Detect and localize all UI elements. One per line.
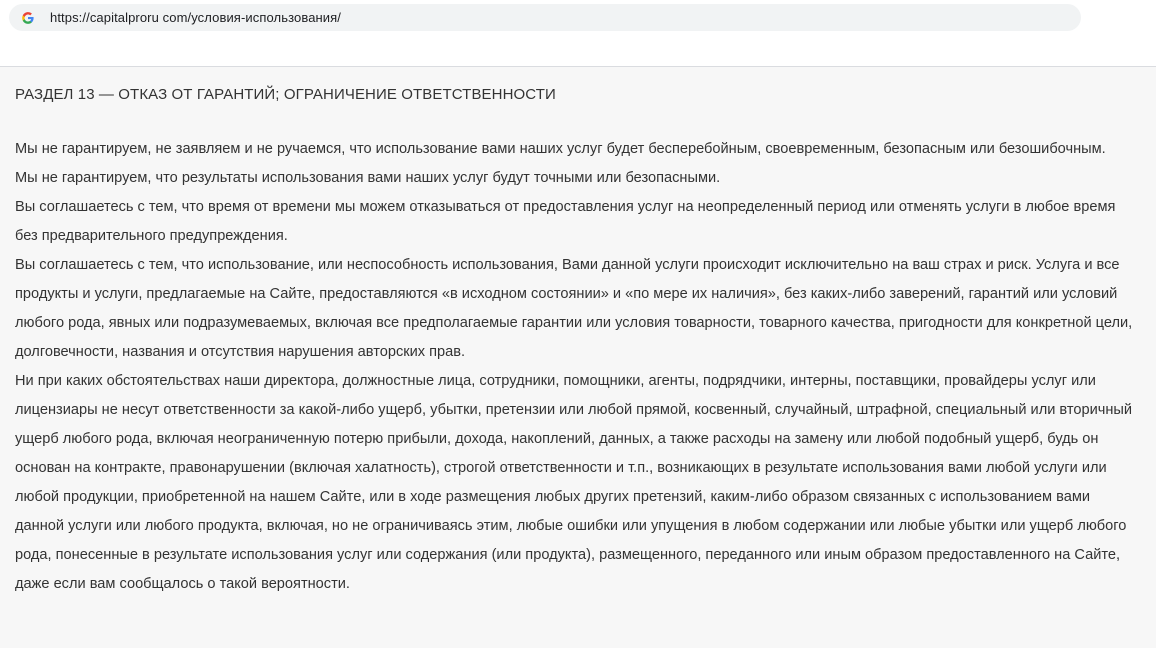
section-body <box>15 135 1133 599</box>
google-g-icon <box>20 10 36 26</box>
page-content <box>0 67 1156 648</box>
paragraph-5: Ни при каких обстоятельствах наши директора, должностные лица, сотрудники, помощники, агенты, подрядчики, интерны, поставщики, провайдеры услуг или лицензиары не несут ответственности за какой-либо ущерб, убытки, претензии или любой прямой, косвенный, случайный, штрафной, специальный или вторичный ущерб любого рода, включая неограниченную потерю прибыли, дохода, накоплений, данных, а также расходы на замену или любой подобный ущерб, будь он основан на контракте, правонарушении (включая халатность), строгой ответственности и т.п., возникающих в результате использования вами любой услуги или любой продукции, приобретенной на нашем Сайте, или в ходе размещения любых других претензий, каким-либо образом связанных с использованием вами данной услуги или любого продукта, включая, но не ограничиваясь этим, любые ошибки или упущения в любом содержании или любые убытки или ущерб любого рода, понесенные в результате использования услуг или содержания (или продукта), размещенного, переданного или иным образом предоставленного на Сайте, даже если вам сообщалось о такой вероятности. <box>15 373 1133 592</box>
paragraph-4: Вы соглашаетесь с тем, что использование, или неспособность использования, Вами данной услуги происходит исключительно на ваш страх и риск. Услуга и все продукты и услуги, предлагаемые на Сайте, предоставляются «в исходном состоянии» и «по мере их наличия», без каких-либо заверений, гарантий или условий любого рода, явных или подразумеваемых, включая все предполагаемые гарантии или условия товарности, товарного качества, пригодности для конкретной цели, долговечности, названия и отсутствия нарушения авторских прав. <box>15 257 1133 360</box>
section-heading: РАЗДЕЛ 13 — ОТКАЗ ОТ ГАРАНТИЙ; ОГРАНИЧЕНИЕ ОТВЕТСТВЕННОСТИ <box>15 86 556 103</box>
paragraph-2: Мы не гарантируем, что результаты использования вами наших услуг будут точными или безопасными. <box>15 170 721 186</box>
browser-toolbar <box>0 0 1156 67</box>
paragraph-3: Вы соглашаетесь с тем, что время от времени мы можем отказываться от предоставления услуг на неопределенный период или отменять услуги в любое время без предварительного предупреждения. <box>15 199 1116 244</box>
paragraph-1: Мы не гарантируем, не заявляем и не ручаемся, что использование вами наших услуг будет бесперебойным, своевременным, безопасным или безошибочным. <box>15 141 1106 157</box>
url-text[interactable]: https://capitalproru com/условия-использования/ <box>50 10 342 25</box>
address-bar[interactable] <box>9 4 1081 31</box>
